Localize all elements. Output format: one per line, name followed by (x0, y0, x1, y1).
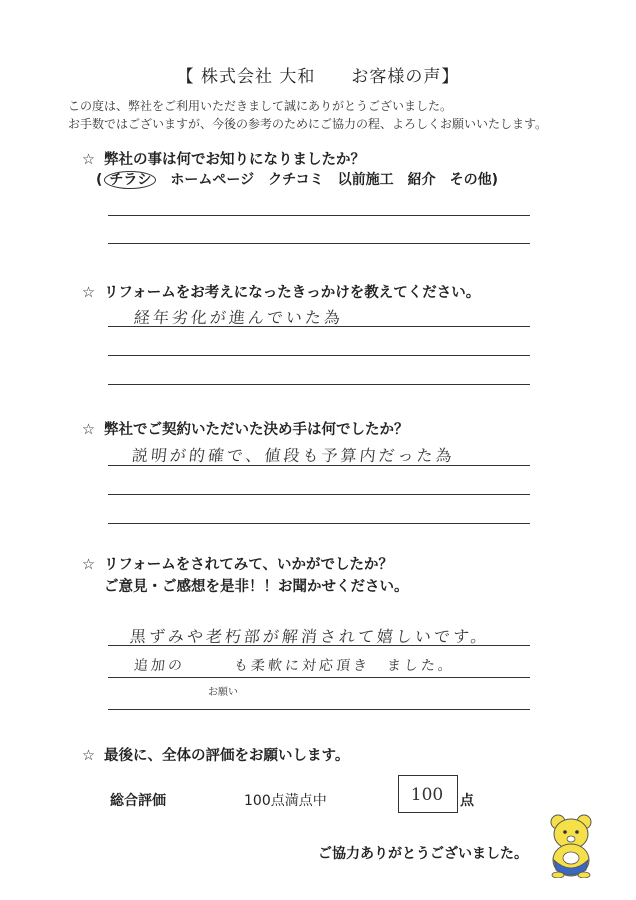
question-2-text: リフォームをお考えになったきっかけを教えてください。 (104, 285, 481, 301)
question-4-text-line1: リフォームをされてみて、いかがでしたか？ (104, 557, 393, 573)
q1-option[interactable]: クチコミ (268, 172, 324, 188)
answer-line (108, 494, 530, 495)
q4-handwritten-answer-line2-a: 追加の (133, 658, 186, 674)
question-5 (82, 744, 349, 765)
score-scale: 100点満点中 (244, 793, 327, 809)
page-title: 【 株式会社 大和 お客様の声】 (176, 67, 460, 87)
question-4-text-line2: ご意見・ご感想を是非！！お聞かせください。 (104, 579, 409, 595)
question-3 (82, 418, 409, 439)
question-2 (82, 281, 480, 302)
q1-option-selected[interactable]: チラシ (104, 171, 156, 189)
answer-line (108, 677, 530, 678)
question-1 (82, 148, 365, 169)
bear-mascot-icon (542, 812, 600, 878)
answer-line (108, 384, 530, 385)
score-value: 100 (410, 785, 444, 805)
answer-line (108, 326, 530, 327)
q1-option[interactable]: ホームページ (170, 172, 255, 188)
answer-line (108, 215, 530, 216)
q4-handwritten-insertion: お願い (208, 687, 238, 698)
question-1-text: 弊社の事は何でお知りになりましたか？ (104, 152, 365, 168)
answer-line (108, 523, 530, 524)
q1-open-paren: ( (96, 172, 103, 188)
answer-line (108, 709, 530, 710)
q3-handwritten-answer: 説明が的確で、値段も予算内だった為 (130, 446, 456, 465)
q4-handwritten-answer-line1: 黒ずみや老朽部が解消されて嬉しいです。 (128, 627, 491, 646)
q1-option[interactable]: 以前施工 (337, 172, 394, 188)
answer-line (108, 243, 530, 244)
intro-line-1: この度は、弊社をご利用いただきまして誠にありがとうございました。 (68, 99, 453, 113)
star-icon: ☆ (82, 285, 95, 301)
q4-handwritten-answer-line2-b: も柔軟に対応頂き ました。 (233, 658, 456, 674)
star-icon: ☆ (82, 422, 95, 438)
intro-line-2: お手数ではございますが、今後の参考のためにご協力の程、よろしくお願いいたします。 (68, 117, 548, 131)
star-icon: ☆ (82, 152, 95, 168)
q1-option[interactable]: 紹介 (407, 172, 436, 188)
score-label: 総合評価 (110, 793, 166, 809)
thanks-message: ご協力ありがとうございました。 (318, 846, 528, 862)
star-icon: ☆ (82, 748, 95, 764)
question-3-text: 弊社でご契約いただいた決め手は何でしたか？ (104, 422, 409, 438)
answer-line (108, 645, 530, 646)
q1-options (96, 169, 512, 189)
answer-line (108, 355, 530, 356)
star-icon: ☆ (82, 557, 95, 573)
score-unit: 点 (460, 793, 474, 809)
q1-option[interactable]: その他) (449, 172, 498, 188)
question-5-text: 最後に、全体の評価をお願いします。 (104, 748, 350, 764)
question-4 (82, 553, 393, 574)
q2-handwritten-answer: 経年劣化が進んでいた為 (132, 308, 344, 327)
answer-line (108, 465, 530, 466)
